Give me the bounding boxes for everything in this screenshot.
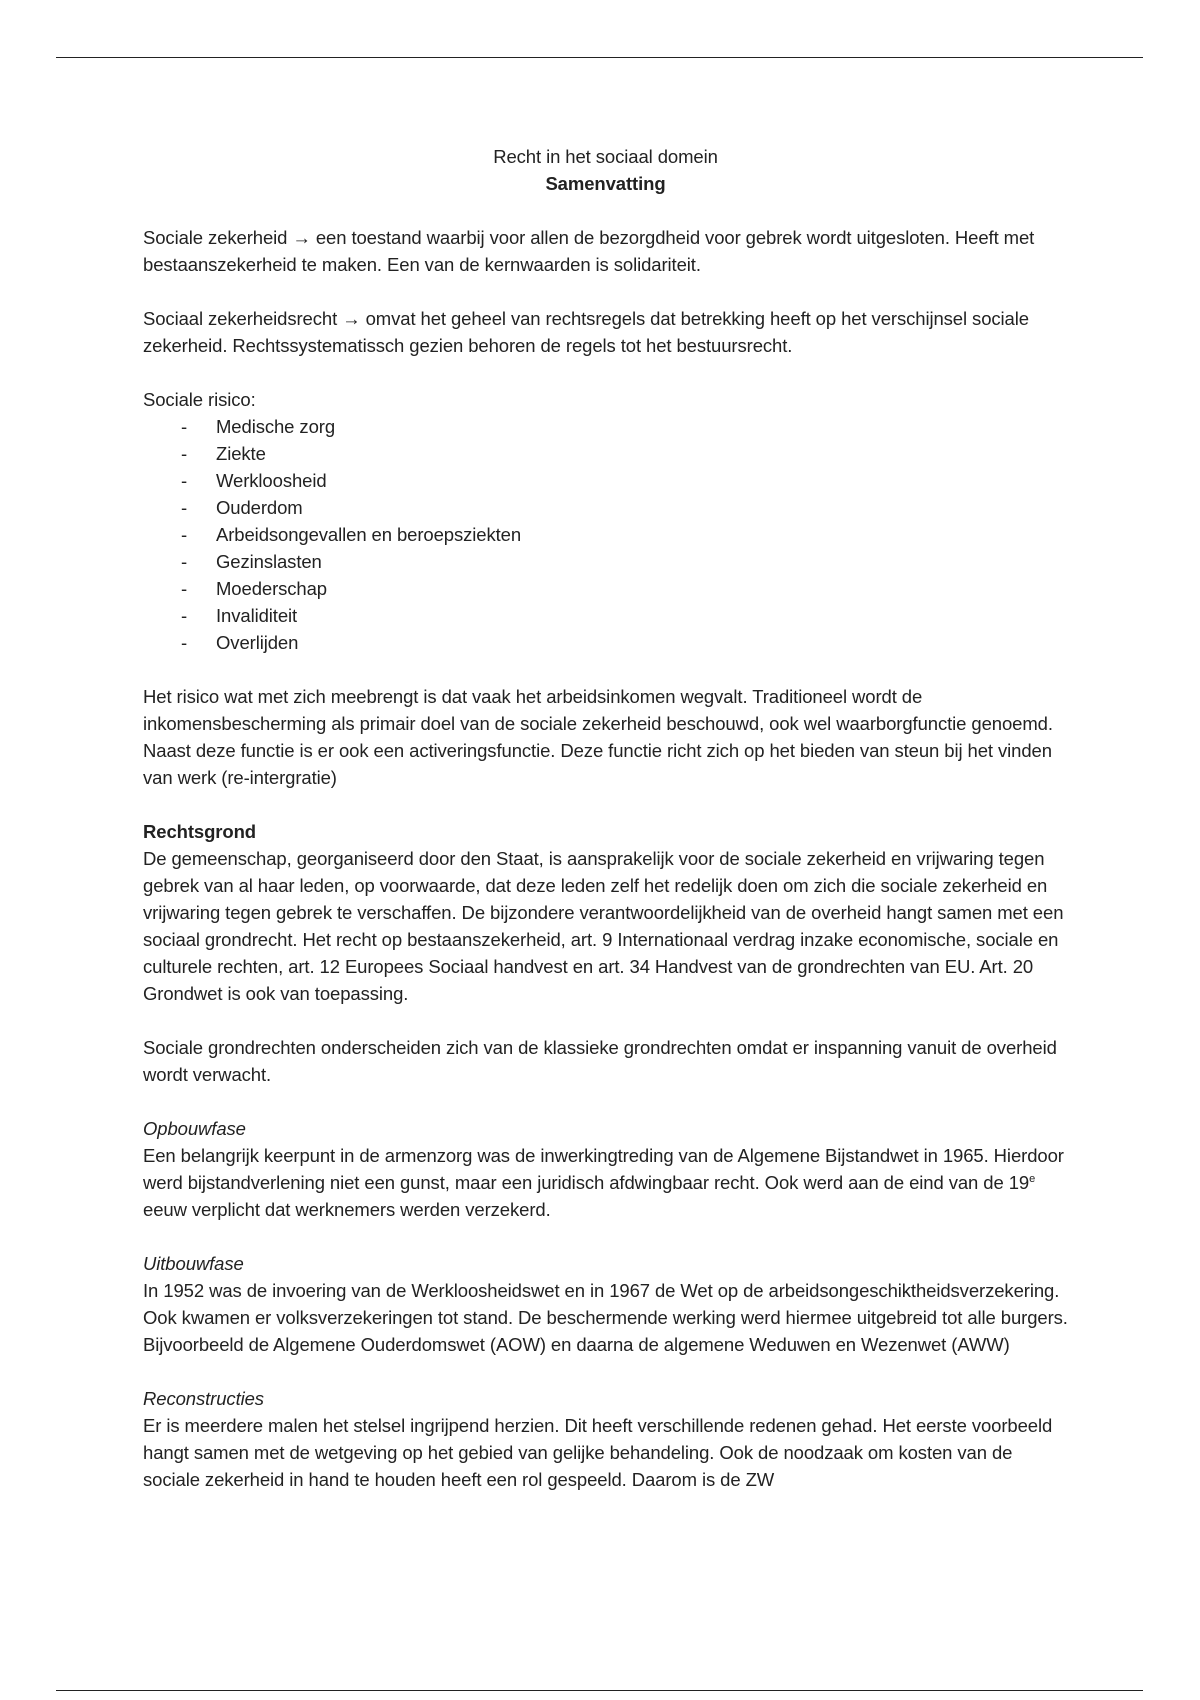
paragraph-reconstructies: Er is meerdere malen het stelsel ingrijpend herzien. Dit heeft verschillende redenen gehad. Het eerste voorbeeld hangt samen met de wetgeving op het gebied van gelijke behandeling. Ook de noodzaak om kosten van de sociale zekerheid in hand te houden heeft een rol gespeeld. Daarom is de ZW: [143, 1415, 1053, 1490]
paragraph-sociale-grondrechten: Sociale grondrechten onderscheiden zich van de klassieke grondrechten omdat er inspanning vanuit de overheid wordt verwacht.: [143, 1037, 1057, 1085]
document-title: Recht in het sociaal domein: [493, 146, 718, 167]
list-item: - Ziekte: [143, 440, 1068, 467]
dash-bullet-icon: -: [181, 551, 188, 572]
heading-rechtsgrond: Rechtsgrond: [143, 821, 256, 842]
definition-text: omvat het geheel van rechtsregels dat betrekking heeft op het verschijnsel sociale zekerheid. Rechtssystematissch gezien behoren de regels tot het bestuursrecht.: [143, 308, 1029, 356]
risks-label: Sociale risico:: [143, 389, 256, 410]
dash-bullet-icon: -: [181, 416, 188, 437]
document-subtitle: Samenvatting: [545, 173, 666, 194]
dash-bullet-icon: -: [181, 443, 188, 464]
list-item: - Arbeidsongevallen en beroepsziekten: [143, 521, 1068, 548]
list-item: - Ouderdom: [143, 494, 1068, 521]
paragraph-rechtsgrond: De gemeenschap, georganiseerd door den Staat, is aansprakelijk voor de sociale zekerheid en vrijwaring tegen gebrek van al haar leden, op voorwaarde, dat deze leden zelf het redelijk doen om zich die sociale zekerheid en vrijwaring tegen gebrek te verschaffen. De bijzondere verantwoordelijkheid van de overheid hangt samen met een sociaal grondrecht. Het recht op bestaanszekerheid, art. 9 Internationaal verdrag inzake economische, sociale en culturele rechten, art. 12 Europees Sociaal handvest en art. 34 Handvest van de grondrechten van EU. Art. 20 Grondwet is ook van toepassing.: [143, 848, 1064, 1004]
paragraph-risico: Het risico wat met zich meebrengt is dat vaak het arbeidsinkomen wegvalt. Traditioneel wordt de inkomensbescherming als primair doel van de sociale zekerheid beschouwd, ook wel waarborgfunctie genoemd. Naast deze functie is er ook een activeringsfunctie. Deze functie richt zich op het bieden van steun bij het vinden van werk (re-intergratie): [143, 686, 1053, 788]
heading-opbouwfase: Opbouwfase: [143, 1118, 246, 1139]
paragraph-sociale-zekerheid: [143, 224, 1068, 278]
heading-uitbouwfase: Uitbouwfase: [143, 1253, 244, 1274]
list-item: - Invaliditeit: [143, 602, 1068, 629]
footer-rule: [56, 1690, 1143, 1691]
superscript: e: [1029, 1172, 1036, 1185]
list-item: - Medische zorg: [143, 413, 1068, 440]
dash-bullet-icon: -: [181, 497, 188, 518]
risks-list: [143, 413, 1068, 656]
arrow-right-icon: →: [342, 308, 361, 329]
dash-bullet-icon: -: [181, 605, 188, 626]
paragraph-opbouwfase: Een belangrijk keerpunt in de armenzorg was de inwerkingtreding van de Algemene Bijstandwet in 1965. Hierdoor werd bijstandverlening niet een gunst, maar een juridisch afdwingbaar recht. Ook werd aan de eind van de 19e eeuw verplicht dat werknemers werden verzekerd.: [143, 1145, 1064, 1220]
paragraph-sociaal-zekerheidsrecht: [143, 305, 1068, 359]
paragraph-uitbouwfase: In 1952 was de invoering van de Werkloosheidswet en in 1967 de Wet op de arbeidsongeschiktheidsverzekering. Ook kwamen er volksverzekeringen tot stand. De beschermende werking werd hiermee uitgebreid tot alle burgers. Bijvoorbeeld de Algemene Ouderdomswet (AOW) en daarna de algemene Weduwen en Wezenwet (AWW): [143, 1280, 1068, 1355]
list-item: - Overlijden: [143, 629, 1068, 656]
document-body: [143, 143, 1068, 1520]
heading-reconstructies: Reconstructies: [143, 1388, 264, 1409]
dash-bullet-icon: -: [181, 632, 188, 653]
definition-text: een toestand waarbij voor allen de bezorgdheid voor gebrek wordt uitgesloten. Heeft met bestaanszekerheid te maken. Een van de kernwaarden is solidariteit.: [143, 227, 1035, 275]
term-sociaal-zekerheidsrecht: Sociaal zekerheidsrecht: [143, 308, 338, 329]
dash-bullet-icon: -: [181, 578, 188, 599]
header-rule: [56, 57, 1143, 58]
term-sociale-zekerheid: Sociale zekerheid: [143, 227, 288, 248]
arrow-right-icon: →: [292, 227, 311, 248]
dash-bullet-icon: -: [181, 524, 188, 545]
list-item: - Moederschap: [143, 575, 1068, 602]
dash-bullet-icon: -: [181, 470, 188, 491]
list-item: - Werkloosheid: [143, 467, 1068, 494]
list-item: - Gezinslasten: [143, 548, 1068, 575]
